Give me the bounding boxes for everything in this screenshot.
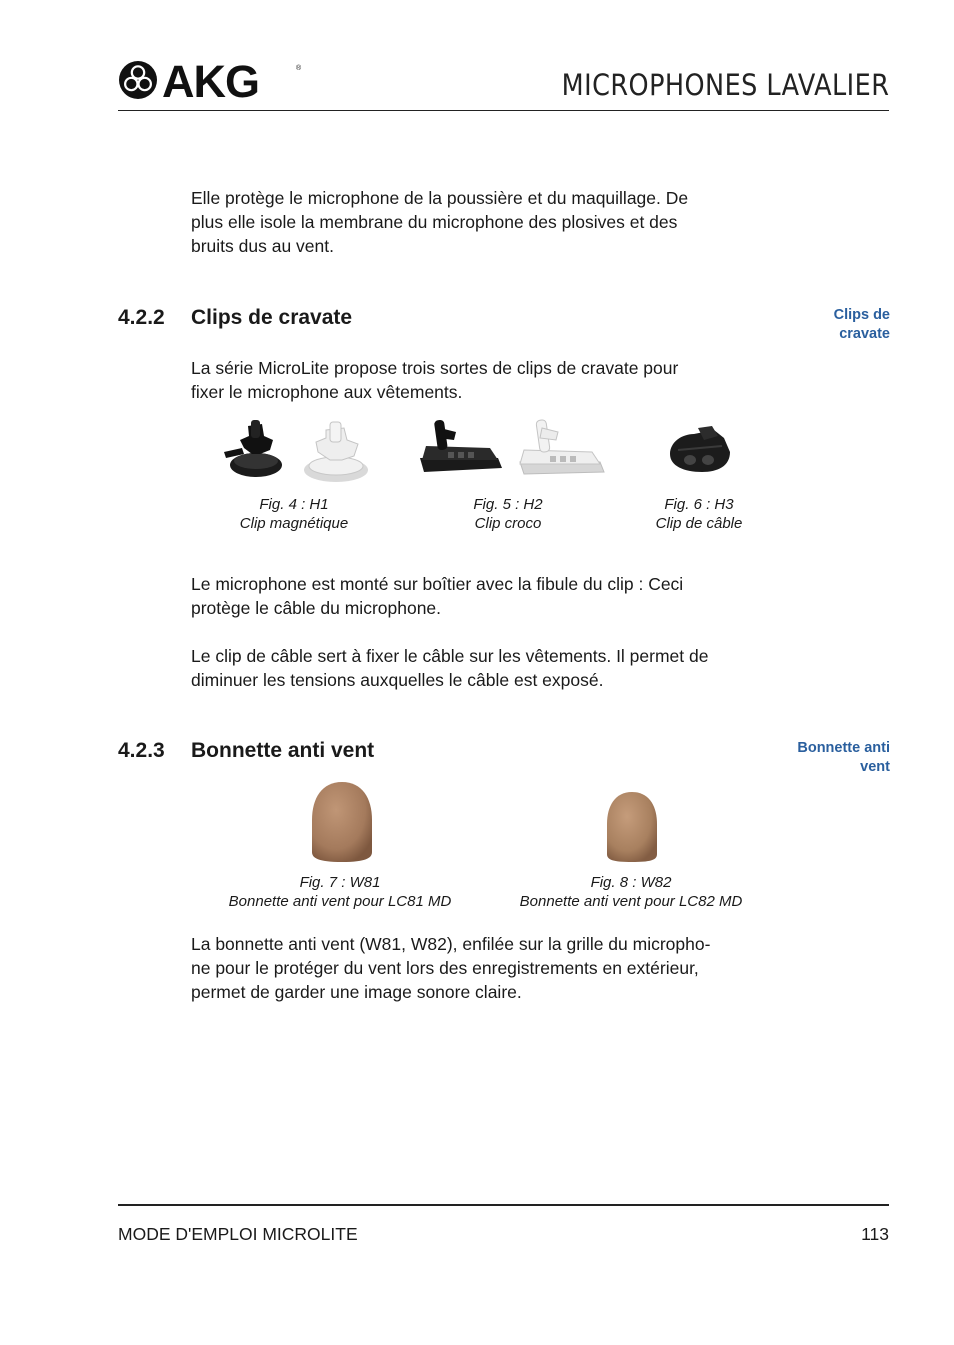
margin-note-line: cravate: [839, 326, 890, 342]
w82-windscreen-image: [605, 790, 659, 864]
figure-description: Bonnette anti vent pour LC82 MD: [519, 893, 743, 910]
figure-label: Fig. 8 : W82: [590, 874, 672, 891]
akg-logo: [118, 58, 303, 102]
figure-description: Clip croco: [474, 515, 542, 532]
section-number: 4.2.2: [118, 306, 165, 329]
akg-emblem-icon: [119, 61, 157, 99]
paragraph-line: permet de garder une image sonore claire.: [191, 982, 522, 1002]
paragraph-line: ne pour le protéger du vent lors des enregistrements en extérieur,: [191, 958, 699, 978]
figure-caption-w81: [190, 873, 490, 911]
header-divider: [118, 110, 889, 111]
w81-windscreen-image: [310, 780, 374, 864]
paragraph-line: fixer le microphone aux vêtements.: [191, 382, 463, 402]
cable-clip-paragraph: [191, 644, 781, 692]
margin-note-line: vent: [860, 759, 890, 775]
h3-cable-clip-image: [664, 424, 736, 476]
section-number: 4.2.3: [118, 739, 165, 762]
section-title: Clips de cravate: [191, 306, 353, 329]
paragraph-line: protège le câble du microphone.: [191, 598, 442, 618]
paragraph-line: diminuer les tensions auxquelles le câble est exposé.: [191, 670, 604, 690]
paragraph-line: Le microphone est monté sur boîtier avec la fibule du clip : Ceci: [191, 574, 684, 594]
h1-magnetic-clip-image: [218, 418, 378, 486]
svg-text:®: ®: [296, 65, 302, 72]
margin-note-windscreen: [750, 739, 890, 777]
intro-line: plus elle isole la membrane du microphone des plosives et des: [191, 212, 678, 232]
paragraph-line: Le clip de câble sert à fixer le câble sur les vêtements. Il permet de: [191, 646, 709, 666]
paragraph-line: La bonnette anti vent (W81, W82), enfilée sur la grille du micropho-: [191, 934, 711, 954]
figure-description: Clip de câble: [655, 515, 743, 532]
figure-caption-h3: [569, 495, 829, 533]
margin-note-line: Bonnette anti: [797, 740, 890, 756]
section-title: Bonnette anti vent: [191, 739, 375, 762]
footer-divider: [118, 1204, 889, 1206]
page-number: 113: [861, 1224, 889, 1244]
margin-note-clips: [750, 306, 890, 344]
figure-label: Fig. 4 : H1: [259, 496, 329, 513]
header-title: MICROPHONES LAVALIER: [561, 68, 889, 102]
figure-caption-w82: [481, 873, 781, 911]
figure-description: Clip magnétique: [239, 515, 349, 532]
intro-paragraph: [191, 186, 781, 258]
intro-line: Elle protège le microphone de la poussière et du maquillage. De: [191, 188, 689, 208]
paragraph-line: La série MicroLite propose trois sortes de clips de cravate pour: [191, 358, 679, 378]
figure-label: Fig. 7 : W81: [299, 874, 381, 891]
margin-note-line: Clips de: [833, 307, 890, 323]
clips-intro-paragraph: [191, 356, 781, 404]
h2-croco-clip-image: [416, 416, 608, 482]
figure-label: Fig. 5 : H2: [473, 496, 543, 513]
svg-text:AKG: AKG: [162, 58, 259, 102]
figure-label: Fig. 6 : H3: [664, 496, 734, 513]
clip-mount-paragraph: [191, 572, 781, 620]
figure-description: Bonnette anti vent pour LC81 MD: [228, 893, 452, 910]
intro-line: bruits dus au vent.: [191, 236, 334, 256]
footer-document-title: MODE D'EMPLOI MICROLITE: [118, 1224, 358, 1244]
windscreen-paragraph: [191, 932, 781, 1004]
